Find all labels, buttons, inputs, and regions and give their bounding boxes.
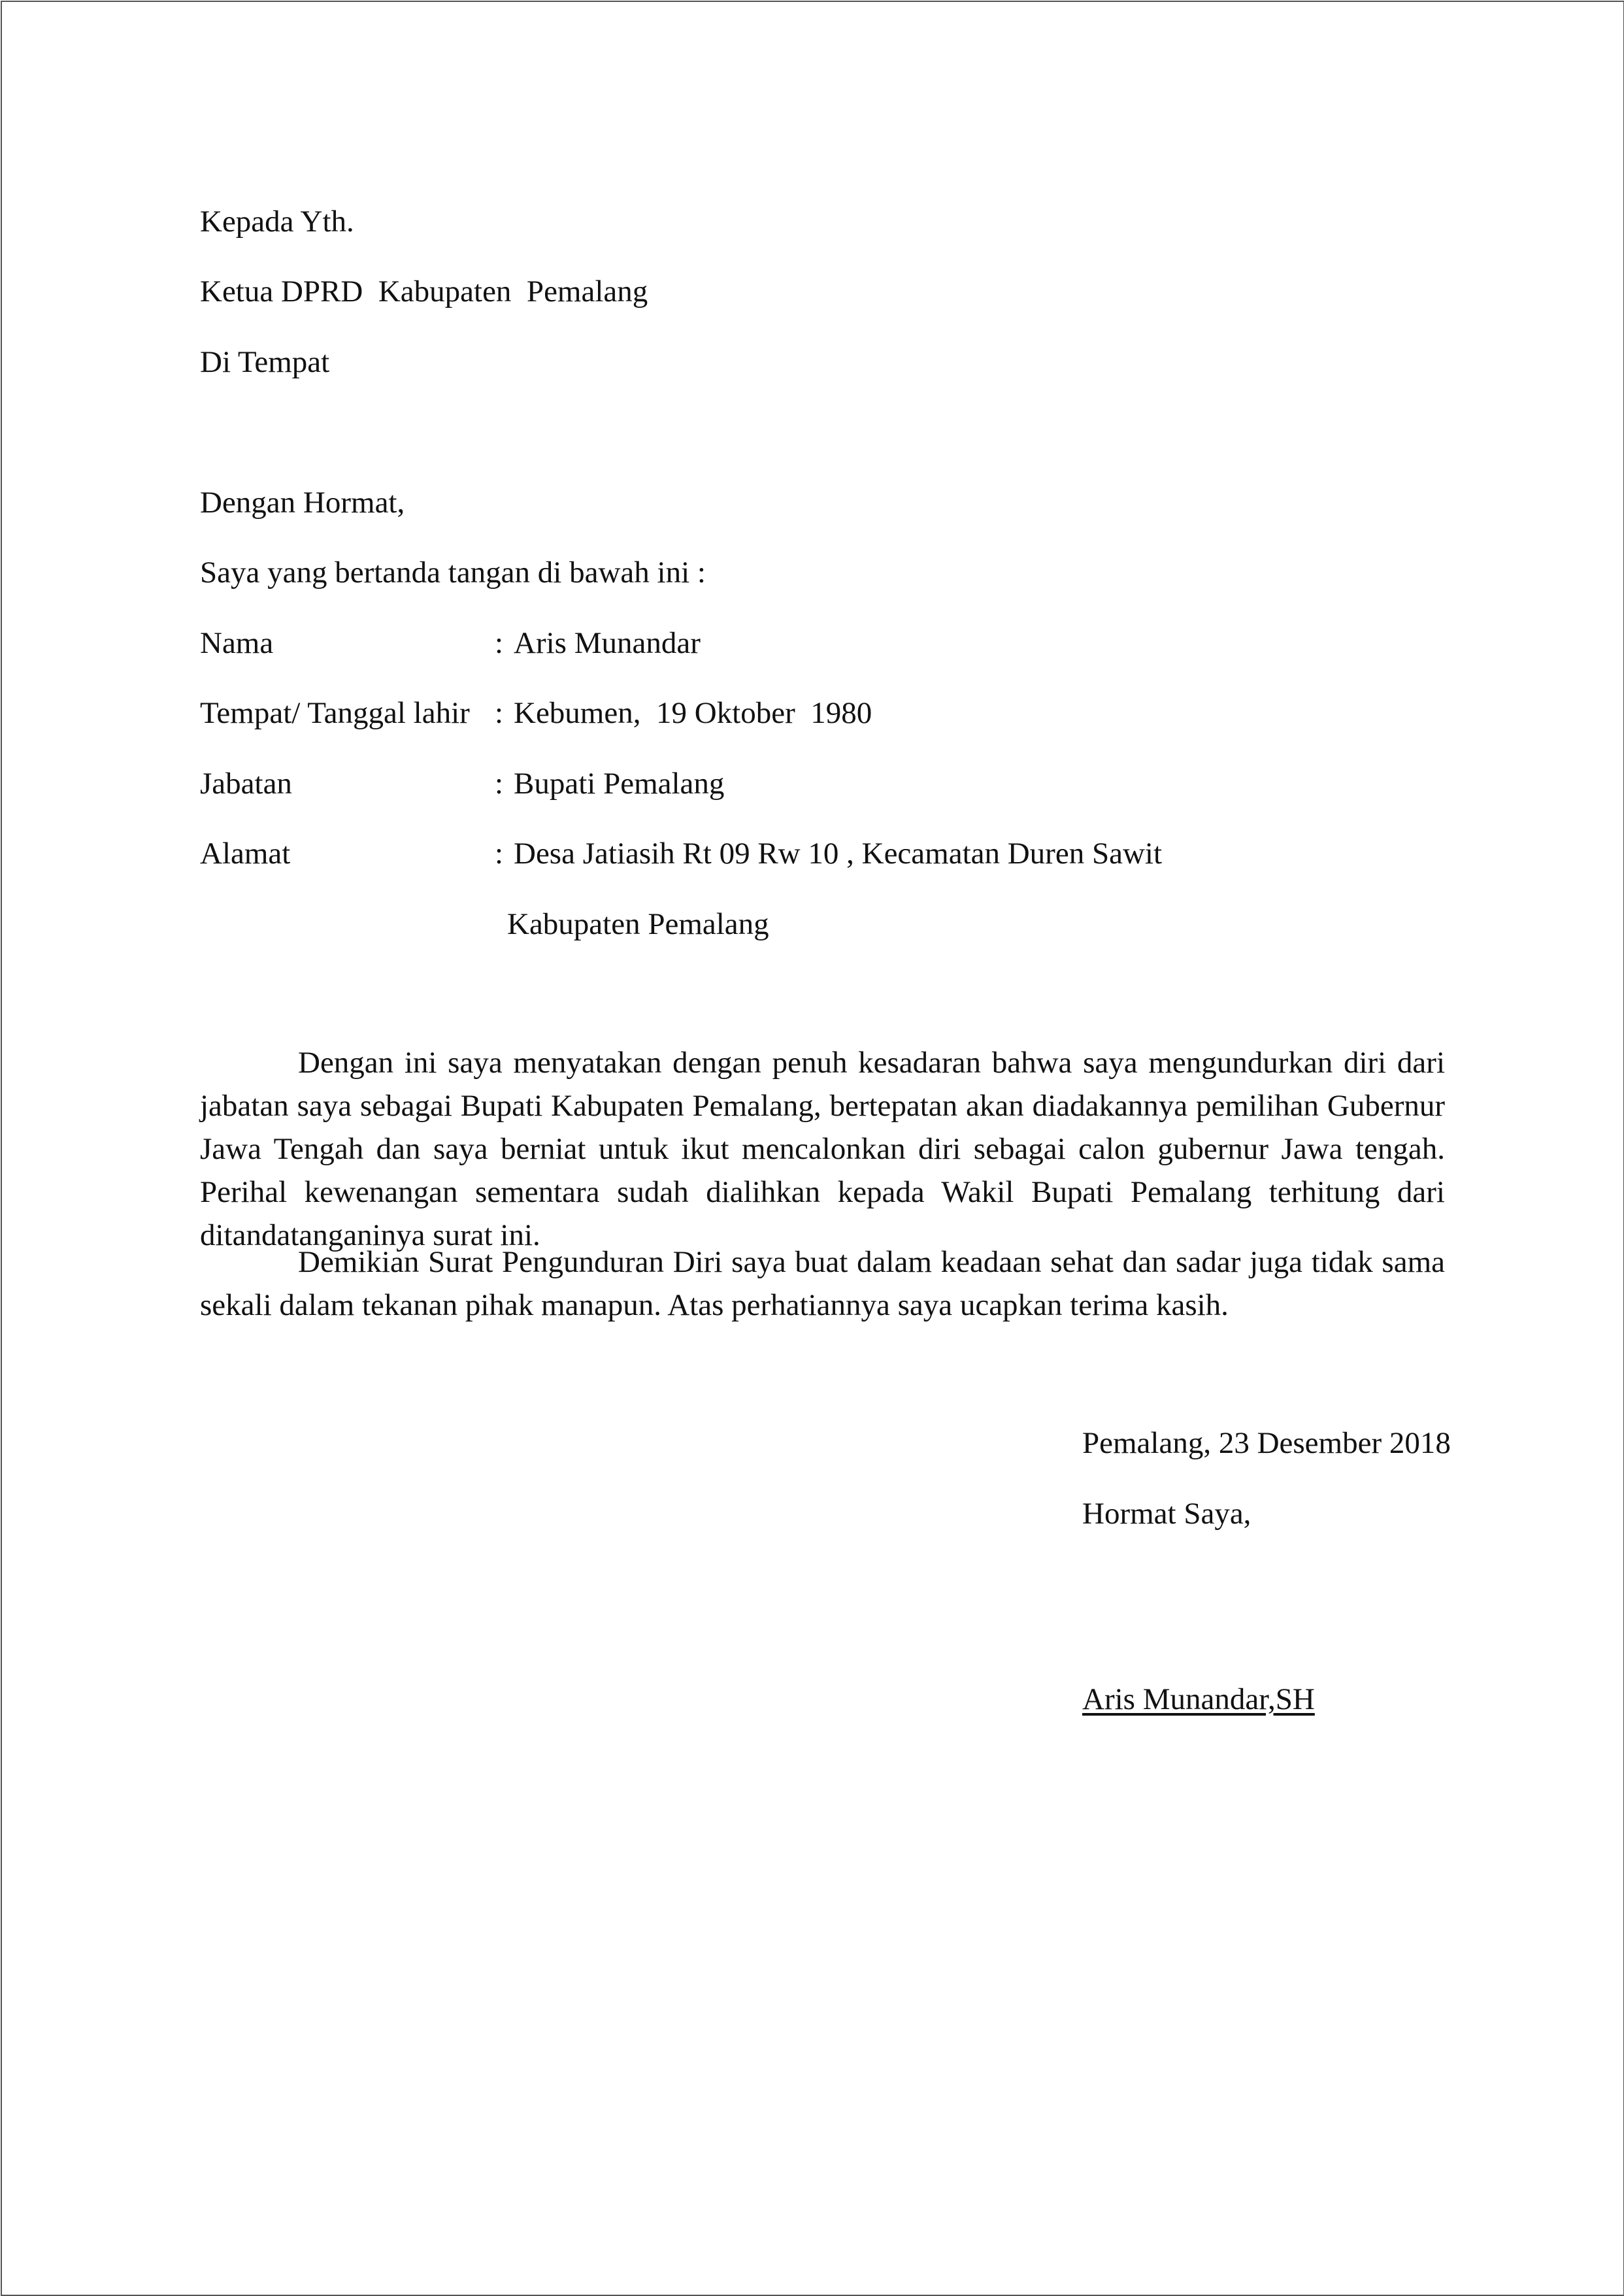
field-label-nama: Nama bbox=[200, 626, 274, 660]
body-paragraph-2-text: Demikian Surat Pengunduran Diri saya buat dalam keadaan sehat dan sadar juga tidak sama sekali dalam tekanan pihak manapun. Atas perhatiannya saya ucapkan terima kasih. bbox=[200, 1245, 1445, 1322]
field-value-alamat-line2: Kabupaten Pemalang bbox=[507, 907, 769, 941]
field-separator: : bbox=[495, 837, 504, 871]
field-value-nama: Aris Munandar bbox=[514, 626, 701, 660]
field-value-jabatan: Bupati Pemalang bbox=[514, 767, 725, 801]
recipient-addressee: Ketua DPRD Kabupaten Pemalang bbox=[200, 275, 648, 308]
closing-regards: Hormat Saya, bbox=[1082, 1497, 1251, 1531]
field-separator: : bbox=[495, 767, 504, 801]
body-paragraph-1-text: Dengan ini saya menyatakan dengan penuh kesadaran bahwa saya mengundurkan diri dari jabatan saya sebagai Bupati Kabupaten Pemalang, bertepatan akan diadakannya pemilihan Gubernur Jawa Tengah dan saya berniat untuk ikut mencalonkan diri sebagai calon gubernur Jawa tengah. Perihal kewenangan sementara sudah dialihkan kepada Wakil Bupati Pemalang terhitung dari ditandatanganinya surat ini. bbox=[200, 1046, 1445, 1252]
greeting: Dengan Hormat, bbox=[200, 486, 405, 520]
place-date: Pemalang, 23 Desember 2018 bbox=[1082, 1426, 1451, 1460]
body-paragraph-2 bbox=[200, 1240, 1445, 1327]
field-label-alamat: Alamat bbox=[200, 837, 291, 871]
intro-text: Saya yang bertanda tangan di bawah ini : bbox=[200, 556, 706, 590]
body-paragraph-1 bbox=[200, 1041, 1445, 1257]
recipient-place: Di Tempat bbox=[200, 345, 330, 379]
field-value-ttl: Kebumen, 19 Oktober 1980 bbox=[514, 696, 872, 730]
letter-page bbox=[1, 1, 1624, 2296]
field-value-alamat: Desa Jatiasih Rt 09 Rw 10 , Kecamatan Duren Sawit bbox=[514, 837, 1163, 871]
signatory-name: Aris Munandar,SH bbox=[1082, 1682, 1315, 1716]
field-separator: : bbox=[495, 696, 504, 730]
field-label-jabatan: Jabatan bbox=[200, 767, 292, 801]
field-label-ttl: Tempat/ Tanggal lahir bbox=[200, 696, 470, 730]
field-separator: : bbox=[495, 626, 504, 660]
recipient-salutation: Kepada Yth. bbox=[200, 205, 354, 239]
